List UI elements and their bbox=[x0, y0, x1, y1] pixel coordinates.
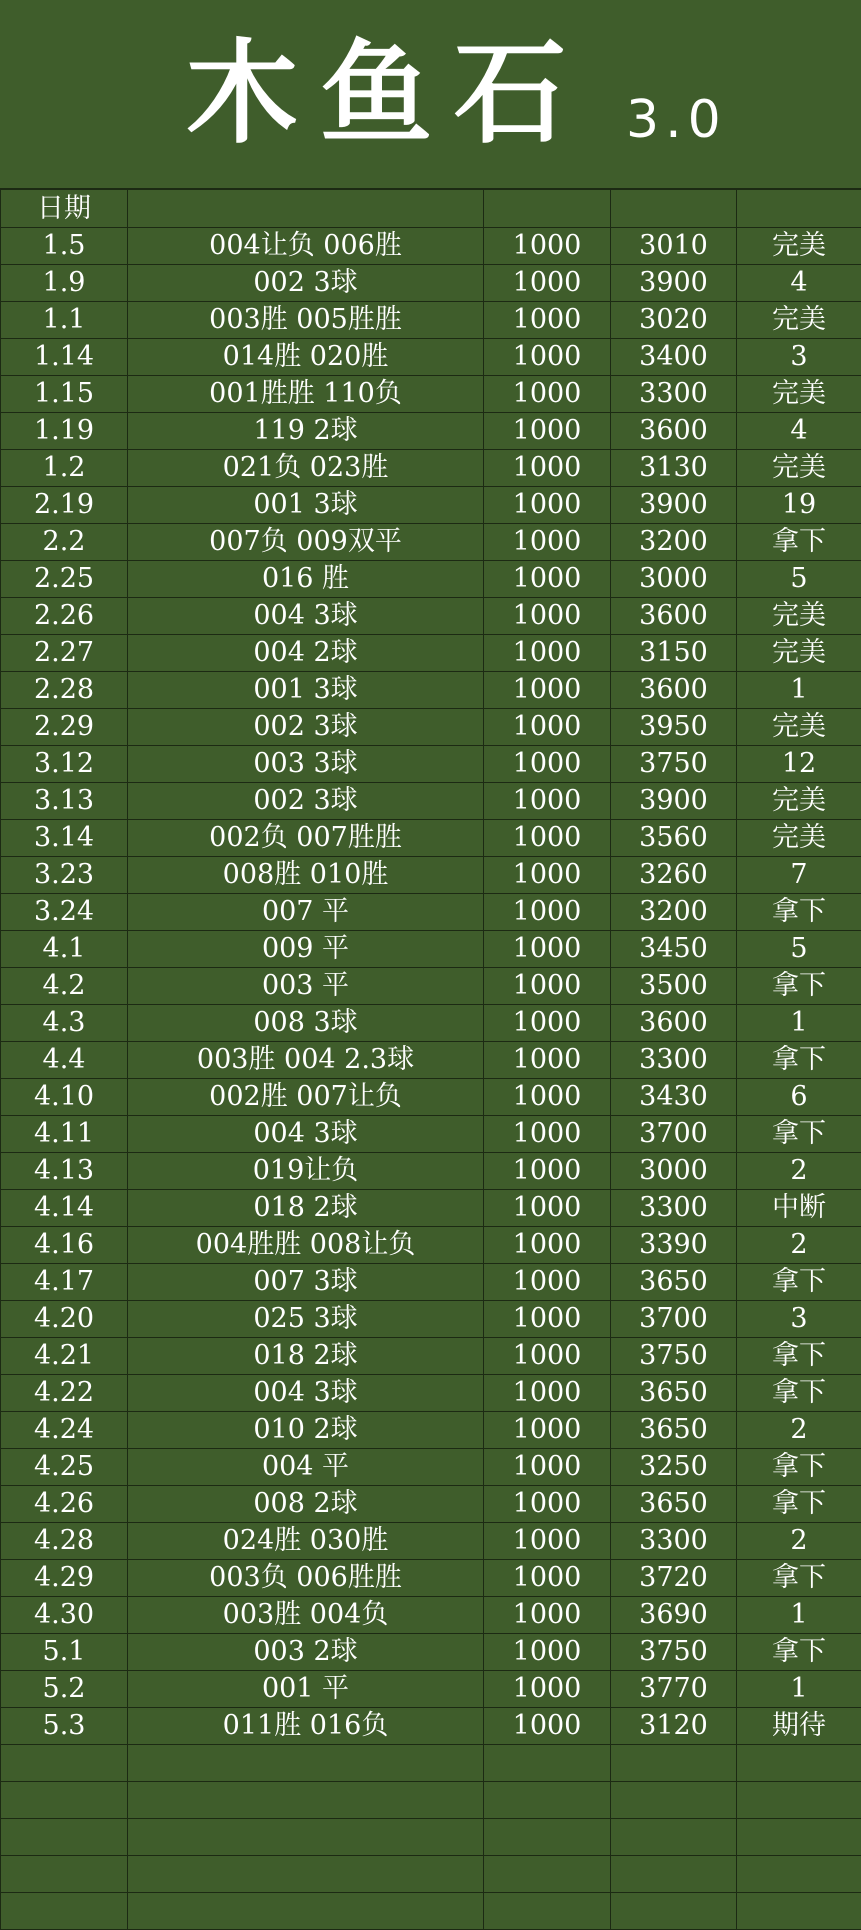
table-row bbox=[1, 1301, 861, 1338]
total-cell: 3300 bbox=[611, 1190, 737, 1227]
date-cell: 4.3 bbox=[1, 1005, 128, 1042]
stake-cell: 1000 bbox=[484, 635, 611, 672]
stake-cell: 1000 bbox=[484, 931, 611, 968]
date-cell: 5.2 bbox=[1, 1671, 128, 1708]
stake-cell: 1000 bbox=[484, 339, 611, 376]
result-cell: 1 bbox=[737, 672, 861, 709]
pick-cell: 008 3球 bbox=[128, 1005, 484, 1042]
header-cell bbox=[611, 190, 737, 228]
empty-cell bbox=[737, 1745, 861, 1782]
date-cell: 4.17 bbox=[1, 1264, 128, 1301]
table-row bbox=[1, 894, 861, 931]
empty-cell bbox=[128, 1893, 484, 1930]
pick-cell: 003负 006胜胜 bbox=[128, 1560, 484, 1597]
date-cell: 4.28 bbox=[1, 1523, 128, 1560]
total-cell: 3650 bbox=[611, 1412, 737, 1449]
pick-cell: 003 平 bbox=[128, 968, 484, 1005]
date-cell: 4.24 bbox=[1, 1412, 128, 1449]
total-cell: 3430 bbox=[611, 1079, 737, 1116]
table-row bbox=[1, 413, 861, 450]
pick-cell: 014胜 020胜 bbox=[128, 339, 484, 376]
result-cell: 完美 bbox=[737, 783, 861, 820]
pick-cell: 007 平 bbox=[128, 894, 484, 931]
total-cell: 3300 bbox=[611, 1523, 737, 1560]
pick-cell: 003 2球 bbox=[128, 1634, 484, 1671]
result-cell: 拿下 bbox=[737, 1042, 861, 1079]
date-cell: 4.25 bbox=[1, 1449, 128, 1486]
stake-cell: 1000 bbox=[484, 1375, 611, 1412]
total-cell: 3750 bbox=[611, 1338, 737, 1375]
table-row bbox=[1, 1227, 861, 1264]
empty-cell bbox=[737, 1782, 861, 1819]
result-cell: 2 bbox=[737, 1523, 861, 1560]
stake-cell: 1000 bbox=[484, 1301, 611, 1338]
date-cell: 4.13 bbox=[1, 1153, 128, 1190]
empty-cell bbox=[128, 1819, 484, 1856]
date-cell: 3.23 bbox=[1, 857, 128, 894]
date-cell: 5.1 bbox=[1, 1634, 128, 1671]
result-cell: 2 bbox=[737, 1227, 861, 1264]
pick-cell: 018 2球 bbox=[128, 1190, 484, 1227]
stake-cell: 1000 bbox=[484, 450, 611, 487]
total-cell: 3600 bbox=[611, 598, 737, 635]
records-table bbox=[0, 189, 861, 1930]
result-cell: 完美 bbox=[737, 598, 861, 635]
table-row bbox=[1, 302, 861, 339]
result-cell: 3 bbox=[737, 339, 861, 376]
header-row bbox=[1, 190, 861, 228]
pick-cell: 016 胜 bbox=[128, 561, 484, 598]
total-cell: 3650 bbox=[611, 1264, 737, 1301]
result-cell: 拿下 bbox=[737, 1560, 861, 1597]
table-row bbox=[1, 968, 861, 1005]
stake-cell: 1000 bbox=[484, 487, 611, 524]
stake-cell: 1000 bbox=[484, 1523, 611, 1560]
pick-cell: 004让负 006胜 bbox=[128, 228, 484, 265]
result-cell: 19 bbox=[737, 487, 861, 524]
empty-cell bbox=[484, 1745, 611, 1782]
empty-cell bbox=[1, 1856, 128, 1893]
stake-cell: 1000 bbox=[484, 1560, 611, 1597]
pick-cell: 009 平 bbox=[128, 931, 484, 968]
date-cell: 1.1 bbox=[1, 302, 128, 339]
result-cell: 拿下 bbox=[737, 1634, 861, 1671]
result-cell: 6 bbox=[737, 1079, 861, 1116]
total-cell: 3400 bbox=[611, 339, 737, 376]
date-cell: 2.19 bbox=[1, 487, 128, 524]
date-cell: 4.4 bbox=[1, 1042, 128, 1079]
empty-cell bbox=[484, 1819, 611, 1856]
pick-cell: 003胜 004负 bbox=[128, 1597, 484, 1634]
date-cell: 1.14 bbox=[1, 339, 128, 376]
date-cell: 4.1 bbox=[1, 931, 128, 968]
result-cell: 中断 bbox=[737, 1190, 861, 1227]
result-cell: 2 bbox=[737, 1153, 861, 1190]
table-row bbox=[1, 820, 861, 857]
total-cell: 3900 bbox=[611, 783, 737, 820]
total-cell: 3120 bbox=[611, 1708, 737, 1745]
pick-cell: 008 2球 bbox=[128, 1486, 484, 1523]
total-cell: 3000 bbox=[611, 1153, 737, 1190]
table-row bbox=[1, 635, 861, 672]
table-row bbox=[1, 1634, 861, 1671]
date-column-header: 日期 bbox=[1, 190, 128, 228]
total-cell: 3200 bbox=[611, 894, 737, 931]
total-cell: 3020 bbox=[611, 302, 737, 339]
total-cell: 3000 bbox=[611, 561, 737, 598]
stake-cell: 1000 bbox=[484, 265, 611, 302]
empty-row bbox=[1, 1782, 861, 1819]
result-cell: 1 bbox=[737, 1005, 861, 1042]
stake-cell: 1000 bbox=[484, 302, 611, 339]
date-cell: 4.2 bbox=[1, 968, 128, 1005]
stake-cell: 1000 bbox=[484, 598, 611, 635]
table-row bbox=[1, 228, 861, 265]
table-row bbox=[1, 598, 861, 635]
table-row bbox=[1, 746, 861, 783]
empty-cell bbox=[737, 1819, 861, 1856]
pick-cell: 008胜 010胜 bbox=[128, 857, 484, 894]
table-row bbox=[1, 1412, 861, 1449]
page-title: 木鱼石 bbox=[186, 38, 588, 150]
total-cell: 3650 bbox=[611, 1375, 737, 1412]
stake-cell: 1000 bbox=[484, 1671, 611, 1708]
total-cell: 3900 bbox=[611, 487, 737, 524]
result-cell: 4 bbox=[737, 265, 861, 302]
result-cell: 拿下 bbox=[737, 1449, 861, 1486]
table-row bbox=[1, 524, 861, 561]
date-cell: 2.28 bbox=[1, 672, 128, 709]
date-cell: 4.30 bbox=[1, 1597, 128, 1634]
total-cell: 3500 bbox=[611, 968, 737, 1005]
pick-cell: 011胜 016负 bbox=[128, 1708, 484, 1745]
empty-cell bbox=[1, 1893, 128, 1930]
title-banner bbox=[0, 0, 861, 189]
result-cell: 完美 bbox=[737, 228, 861, 265]
total-cell: 3300 bbox=[611, 376, 737, 413]
pick-cell: 004 3球 bbox=[128, 1375, 484, 1412]
pick-cell: 007 3球 bbox=[128, 1264, 484, 1301]
total-cell: 3600 bbox=[611, 1005, 737, 1042]
date-cell: 4.16 bbox=[1, 1227, 128, 1264]
empty-cell bbox=[128, 1782, 484, 1819]
empty-cell bbox=[611, 1893, 737, 1930]
stake-cell: 1000 bbox=[484, 1264, 611, 1301]
result-cell: 拿下 bbox=[737, 1264, 861, 1301]
pick-cell: 002 3球 bbox=[128, 709, 484, 746]
pick-cell: 004 平 bbox=[128, 1449, 484, 1486]
empty-cell bbox=[484, 1893, 611, 1930]
stake-cell: 1000 bbox=[484, 1079, 611, 1116]
stake-cell: 1000 bbox=[484, 524, 611, 561]
table-row bbox=[1, 1338, 861, 1375]
date-cell: 2.25 bbox=[1, 561, 128, 598]
total-cell: 3600 bbox=[611, 413, 737, 450]
total-cell: 3750 bbox=[611, 1634, 737, 1671]
date-cell: 4.14 bbox=[1, 1190, 128, 1227]
empty-cell bbox=[737, 1856, 861, 1893]
table-row bbox=[1, 931, 861, 968]
total-cell: 3560 bbox=[611, 820, 737, 857]
result-cell: 1 bbox=[737, 1671, 861, 1708]
total-cell: 3600 bbox=[611, 672, 737, 709]
total-cell: 3770 bbox=[611, 1671, 737, 1708]
result-cell: 4 bbox=[737, 413, 861, 450]
date-cell: 2.27 bbox=[1, 635, 128, 672]
pick-cell: 004 2球 bbox=[128, 635, 484, 672]
result-cell: 5 bbox=[737, 561, 861, 598]
result-cell: 完美 bbox=[737, 820, 861, 857]
pick-cell: 002 3球 bbox=[128, 783, 484, 820]
result-cell: 3 bbox=[737, 1301, 861, 1338]
stake-cell: 1000 bbox=[484, 1042, 611, 1079]
empty-cell bbox=[611, 1856, 737, 1893]
empty-cell bbox=[1, 1782, 128, 1819]
stake-cell: 1000 bbox=[484, 672, 611, 709]
empty-cell bbox=[737, 1893, 861, 1930]
date-cell: 1.9 bbox=[1, 265, 128, 302]
table-row bbox=[1, 1190, 861, 1227]
result-cell: 期待 bbox=[737, 1708, 861, 1745]
date-cell: 3.12 bbox=[1, 746, 128, 783]
table-row bbox=[1, 1375, 861, 1412]
stake-cell: 1000 bbox=[484, 1634, 611, 1671]
stake-cell: 1000 bbox=[484, 709, 611, 746]
empty-row bbox=[1, 1819, 861, 1856]
table-row bbox=[1, 1005, 861, 1042]
table-row bbox=[1, 1042, 861, 1079]
result-cell: 完美 bbox=[737, 302, 861, 339]
header-cell bbox=[484, 190, 611, 228]
table-row bbox=[1, 1560, 861, 1597]
total-cell: 3720 bbox=[611, 1560, 737, 1597]
date-cell: 4.21 bbox=[1, 1338, 128, 1375]
stake-cell: 1000 bbox=[484, 746, 611, 783]
result-cell: 1 bbox=[737, 1597, 861, 1634]
stake-cell: 1000 bbox=[484, 783, 611, 820]
stake-cell: 1000 bbox=[484, 413, 611, 450]
header-cell bbox=[128, 190, 484, 228]
result-cell: 拿下 bbox=[737, 968, 861, 1005]
total-cell: 3200 bbox=[611, 524, 737, 561]
result-cell: 完美 bbox=[737, 376, 861, 413]
header-cell bbox=[737, 190, 861, 228]
pick-cell: 003胜 005胜胜 bbox=[128, 302, 484, 339]
table-row bbox=[1, 1264, 861, 1301]
stake-cell: 1000 bbox=[484, 1486, 611, 1523]
stake-cell: 1000 bbox=[484, 561, 611, 598]
result-cell: 拿下 bbox=[737, 1486, 861, 1523]
table-row bbox=[1, 857, 861, 894]
result-cell: 拿下 bbox=[737, 1116, 861, 1153]
date-cell: 2.26 bbox=[1, 598, 128, 635]
total-cell: 3010 bbox=[611, 228, 737, 265]
result-cell: 2 bbox=[737, 1412, 861, 1449]
table-row bbox=[1, 339, 861, 376]
date-cell: 4.22 bbox=[1, 1375, 128, 1412]
pick-cell: 010 2球 bbox=[128, 1412, 484, 1449]
pick-cell: 024胜 030胜 bbox=[128, 1523, 484, 1560]
stake-cell: 1000 bbox=[484, 1005, 611, 1042]
stake-cell: 1000 bbox=[484, 1449, 611, 1486]
pick-cell: 004 3球 bbox=[128, 1116, 484, 1153]
table-row bbox=[1, 487, 861, 524]
table-row bbox=[1, 561, 861, 598]
total-cell: 3950 bbox=[611, 709, 737, 746]
result-cell: 拿下 bbox=[737, 524, 861, 561]
result-cell: 完美 bbox=[737, 450, 861, 487]
table-row bbox=[1, 1523, 861, 1560]
empty-row bbox=[1, 1893, 861, 1930]
date-cell: 4.10 bbox=[1, 1079, 128, 1116]
result-cell: 拿下 bbox=[737, 894, 861, 931]
stake-cell: 1000 bbox=[484, 1708, 611, 1745]
stake-cell: 1000 bbox=[484, 228, 611, 265]
pick-cell: 001胜胜 110负 bbox=[128, 376, 484, 413]
stake-cell: 1000 bbox=[484, 1597, 611, 1634]
empty-cell bbox=[128, 1856, 484, 1893]
empty-cell bbox=[1, 1745, 128, 1782]
pick-cell: 004胜胜 008让负 bbox=[128, 1227, 484, 1264]
table-row bbox=[1, 376, 861, 413]
empty-row bbox=[1, 1856, 861, 1893]
date-cell: 3.14 bbox=[1, 820, 128, 857]
table-row bbox=[1, 265, 861, 302]
pick-cell: 025 3球 bbox=[128, 1301, 484, 1338]
result-cell: 拿下 bbox=[737, 1338, 861, 1375]
result-cell: 7 bbox=[737, 857, 861, 894]
table-row bbox=[1, 1079, 861, 1116]
total-cell: 3900 bbox=[611, 265, 737, 302]
empty-cell bbox=[128, 1745, 484, 1782]
empty-cell bbox=[484, 1856, 611, 1893]
total-cell: 3390 bbox=[611, 1227, 737, 1264]
pick-cell: 003 3球 bbox=[128, 746, 484, 783]
table-row bbox=[1, 1597, 861, 1634]
table-row bbox=[1, 1153, 861, 1190]
empty-cell bbox=[611, 1782, 737, 1819]
pick-cell: 021负 023胜 bbox=[128, 450, 484, 487]
date-cell: 1.5 bbox=[1, 228, 128, 265]
date-cell: 2.2 bbox=[1, 524, 128, 561]
result-cell: 拿下 bbox=[737, 1375, 861, 1412]
date-cell: 1.2 bbox=[1, 450, 128, 487]
date-cell: 4.26 bbox=[1, 1486, 128, 1523]
table-row bbox=[1, 1449, 861, 1486]
table-row bbox=[1, 1708, 861, 1745]
pick-cell: 001 平 bbox=[128, 1671, 484, 1708]
empty-cell bbox=[611, 1819, 737, 1856]
date-cell: 2.29 bbox=[1, 709, 128, 746]
result-cell: 完美 bbox=[737, 709, 861, 746]
stake-cell: 1000 bbox=[484, 1227, 611, 1264]
pick-cell: 002胜 007让负 bbox=[128, 1079, 484, 1116]
date-cell: 4.20 bbox=[1, 1301, 128, 1338]
table-row bbox=[1, 450, 861, 487]
pick-cell: 007负 009双平 bbox=[128, 524, 484, 561]
result-cell: 5 bbox=[737, 931, 861, 968]
result-cell: 完美 bbox=[737, 635, 861, 672]
stake-cell: 1000 bbox=[484, 820, 611, 857]
table-row bbox=[1, 1116, 861, 1153]
date-cell: 5.3 bbox=[1, 1708, 128, 1745]
stake-cell: 1000 bbox=[484, 968, 611, 1005]
pick-cell: 004 3球 bbox=[128, 598, 484, 635]
total-cell: 3250 bbox=[611, 1449, 737, 1486]
stake-cell: 1000 bbox=[484, 1116, 611, 1153]
pick-cell: 119 2球 bbox=[128, 413, 484, 450]
stake-cell: 1000 bbox=[484, 857, 611, 894]
pick-cell: 018 2球 bbox=[128, 1338, 484, 1375]
stake-cell: 1000 bbox=[484, 1190, 611, 1227]
total-cell: 3700 bbox=[611, 1116, 737, 1153]
table-row bbox=[1, 1486, 861, 1523]
date-cell: 3.24 bbox=[1, 894, 128, 931]
table-row bbox=[1, 672, 861, 709]
table-row bbox=[1, 783, 861, 820]
total-cell: 3750 bbox=[611, 746, 737, 783]
total-cell: 3690 bbox=[611, 1597, 737, 1634]
table-row bbox=[1, 709, 861, 746]
stake-cell: 1000 bbox=[484, 1412, 611, 1449]
pick-cell: 001 3球 bbox=[128, 672, 484, 709]
empty-cell bbox=[1, 1819, 128, 1856]
empty-row bbox=[1, 1745, 861, 1782]
result-cell: 12 bbox=[737, 746, 861, 783]
date-cell: 4.29 bbox=[1, 1560, 128, 1597]
pick-cell: 002负 007胜胜 bbox=[128, 820, 484, 857]
empty-cell bbox=[484, 1782, 611, 1819]
date-cell: 1.19 bbox=[1, 413, 128, 450]
pick-cell: 001 3球 bbox=[128, 487, 484, 524]
pick-cell: 003胜 004 2.3球 bbox=[128, 1042, 484, 1079]
total-cell: 3130 bbox=[611, 450, 737, 487]
pick-cell: 002 3球 bbox=[128, 265, 484, 302]
date-cell: 1.15 bbox=[1, 376, 128, 413]
total-cell: 3450 bbox=[611, 931, 737, 968]
stake-cell: 1000 bbox=[484, 1338, 611, 1375]
date-cell: 3.13 bbox=[1, 783, 128, 820]
version-label: 3.0 bbox=[626, 94, 727, 146]
total-cell: 3260 bbox=[611, 857, 737, 894]
total-cell: 3150 bbox=[611, 635, 737, 672]
stake-cell: 1000 bbox=[484, 376, 611, 413]
table-row bbox=[1, 1671, 861, 1708]
total-cell: 3700 bbox=[611, 1301, 737, 1338]
stake-cell: 1000 bbox=[484, 1153, 611, 1190]
stake-cell: 1000 bbox=[484, 894, 611, 931]
empty-cell bbox=[611, 1745, 737, 1782]
total-cell: 3300 bbox=[611, 1042, 737, 1079]
date-cell: 4.11 bbox=[1, 1116, 128, 1153]
pick-cell: 019让负 bbox=[128, 1153, 484, 1190]
total-cell: 3650 bbox=[611, 1486, 737, 1523]
